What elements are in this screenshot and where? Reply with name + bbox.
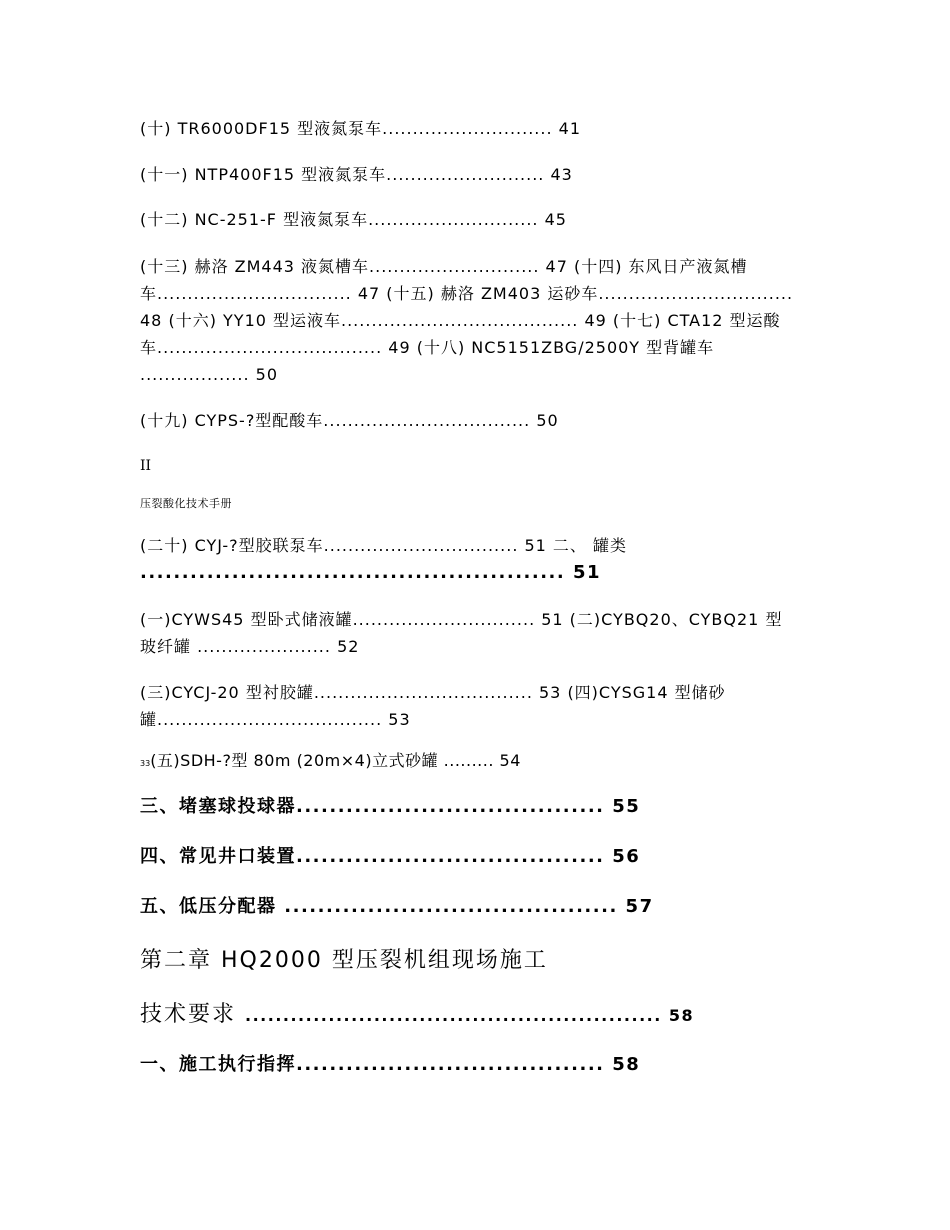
toc-entry-13-line-2: 车................................ 47 (十五) 赫洛 ZM403 运砂车................................ — [140, 284, 794, 303]
toc-entry-12: (十二) NC-251-F 型液氮泵车............................ 45 — [140, 210, 567, 229]
toc-entry-13-line-1: (十三) 赫洛 ZM443 液氮槽车............................ 47 (十四) 东风日产液氮槽 — [140, 257, 748, 276]
toc-tank-3-line-1: (三)CYCJ-20 型衬胶罐.................................... 53 (四)CYSG14 型储砂 — [140, 683, 726, 702]
toc-entry-13-line-4: 车..................................... 49 (十八) NC5151ZBG/2500Y 型背罐车 — [140, 338, 715, 357]
toc-tank-1-line-1: (一)CYWS45 型卧式储液罐.............................. 51 (二)CYBQ20、CYBQ21 型 — [140, 610, 783, 629]
toc-chapter-2-leader: ....................................................... — [245, 1006, 662, 1025]
toc-tank-1-line-2: 玻纤罐 ...................... 52 — [140, 637, 360, 656]
toc-tank-3-line-2: 罐..................................... 53 — [140, 710, 411, 729]
toc-entry-13-line-3: 48 (十六) YY10 型运液车....................................... 49 (十七) CTA12 型运酸 — [140, 311, 781, 330]
toc-section-5: 五、低压分配器 ........................................ 57 — [140, 896, 654, 917]
toc-entry-11: (十一) NTP400F15 型液氮泵车.......................... 43 — [140, 165, 573, 184]
toc-entry-13-line-5: .................. 50 — [140, 365, 278, 384]
toc-chapter-2-line-2 — [140, 1001, 694, 1029]
page-number-roman: II — [140, 458, 152, 474]
toc-entry-10: (十) TR6000DF15 型液氮泵车............................ 41 — [140, 119, 582, 138]
toc-chapter-2-title: 技术要求 — [140, 1002, 245, 1027]
toc-tank-5 — [140, 751, 521, 774]
toc-section-4: 四、常见井口装置..................................... 56 — [140, 846, 641, 867]
running-header: 压裂酸化技术手册 — [140, 497, 232, 510]
toc-entry-20-line-2: ................................................... 51 — [140, 562, 602, 583]
toc-chapter-2-line-1: 第二章 HQ2000 型压裂机组现场施工 — [140, 948, 548, 973]
toc-entry-20: (二十) CYJ-?型胶联泵车................................ 51 二、 罐类 — [140, 536, 628, 555]
toc-entry-19: (十九) CYPS-?型配酸车.................................. 50 — [140, 411, 559, 430]
toc-tank-5-prefix: 33 — [140, 759, 151, 768]
toc-section-1: 一、施工执行指挥..................................... 58 — [140, 1054, 641, 1075]
toc-chapter-2-page: 58 — [661, 1006, 695, 1025]
toc-tank-5-text: (五)SDH-?型 80m (20m×4)立式砂罐 ......... 54 — [150, 751, 521, 770]
toc-section-3: 三、堵塞球投球器..................................... 55 — [140, 796, 641, 817]
